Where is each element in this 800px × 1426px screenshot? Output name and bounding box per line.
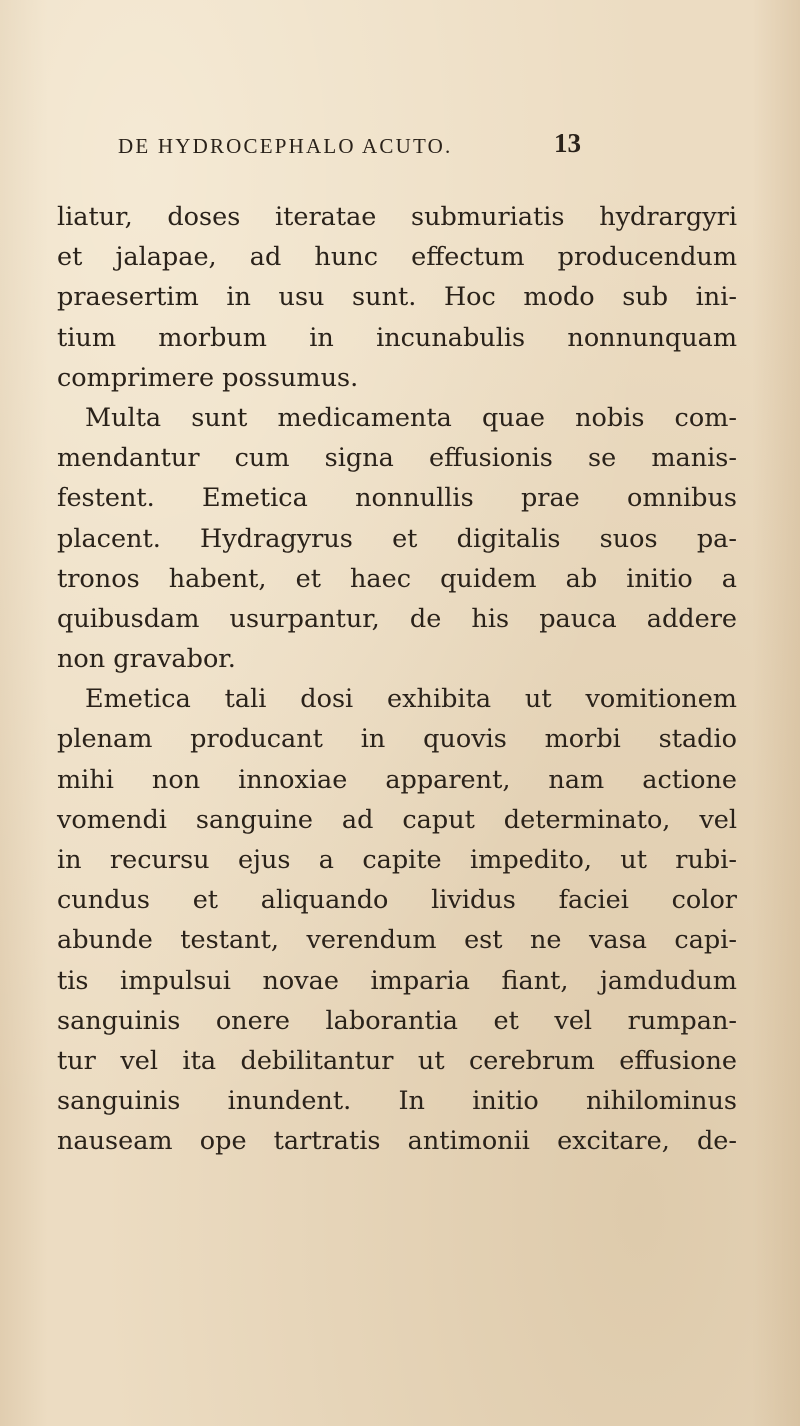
text-line: tronos habent, et haec quidem ab initio a bbox=[57, 563, 737, 594]
page-number: 13 bbox=[554, 128, 581, 158]
text-line: mihi non innoxiae apparent, nam actione bbox=[57, 764, 737, 795]
text-line: Emetica tali dosi exhibita ut vomitionem bbox=[85, 684, 737, 715]
text-line: in recursu ejus a capite impedito, ut rubi- bbox=[57, 845, 737, 875]
text-line: sanguinis inundent. In initio nihilominus bbox=[57, 1086, 737, 1117]
body-text bbox=[57, 197, 737, 1162]
text-line: mendantur cum signa effusionis se manis- bbox=[57, 443, 737, 474]
text-line: plenam producant in quovis morbi stadio bbox=[57, 724, 737, 755]
text-line: Multa sunt medicamenta quae nobis com- bbox=[85, 402, 737, 433]
running-title: DE HYDROCEPHALO ACUTO. bbox=[118, 134, 453, 158]
text-line: comprimere possumus. bbox=[57, 362, 359, 393]
text-line: non gravabor. bbox=[57, 644, 236, 675]
text-line: placent. Hydragyrus et digitalis suos pa- bbox=[57, 523, 737, 554]
running-head bbox=[118, 128, 598, 168]
text-line: vomendi sanguine ad caput determinato, vel bbox=[57, 804, 737, 835]
text-line: cundus et aliquando lividus faciei color bbox=[57, 885, 737, 916]
text-line: tis impulsui novae imparia fiant, jamdudum bbox=[57, 965, 737, 996]
text-line: quibusdam usurpantur, de his pauca addere bbox=[57, 603, 737, 634]
text-line: et jalapae, ad hunc effectum producendum bbox=[57, 242, 737, 273]
text-line: tium morbum in incunabulis nonnunquam bbox=[57, 322, 737, 353]
text-line: abunde testant, verendum est ne vasa capi- bbox=[57, 925, 737, 956]
text-line: liatur, doses iteratae submuriatis hydrargyri bbox=[57, 202, 737, 232]
text-line: festent. Emetica nonnullis prae omnibus bbox=[57, 483, 737, 514]
text-line: tur vel ita debilitantur ut cerebrum effusione bbox=[57, 1045, 737, 1076]
text-line: sanguinis onere laborantia et vel rumpan- bbox=[57, 1005, 737, 1036]
text-line: nauseam ope tartratis antimonii excitare, de- bbox=[57, 1126, 737, 1157]
text-line: praesertim in usu sunt. Hoc modo sub ini- bbox=[57, 282, 737, 313]
